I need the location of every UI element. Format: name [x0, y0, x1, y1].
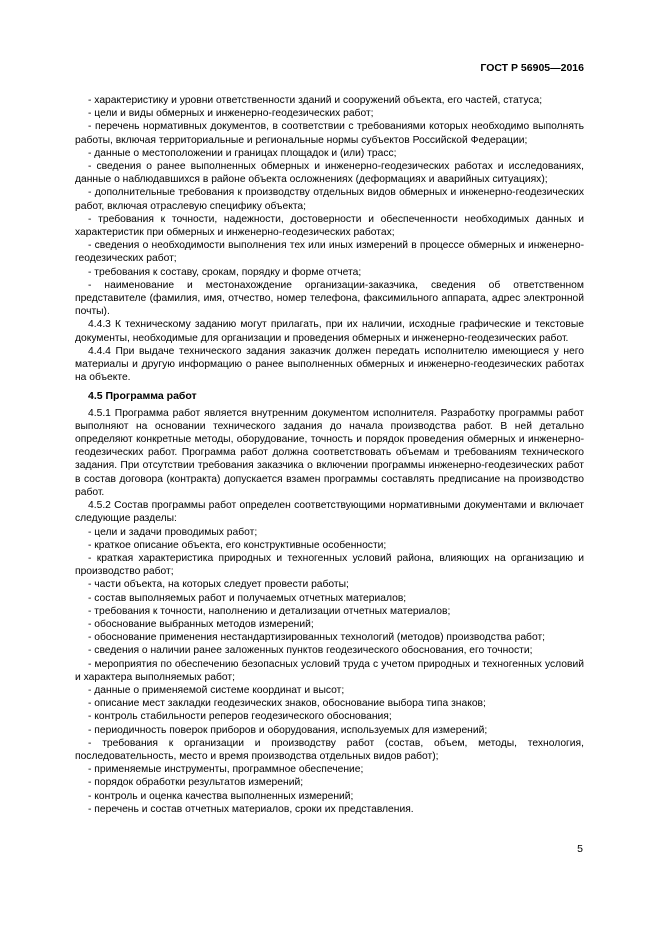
list-item: - части объекта, на которых следует провести работы;: [88, 579, 349, 591]
list-item: - краткое описание объекта, его конструктивные особенности;: [88, 539, 387, 551]
list-item: - мероприятия по обеспечению безопасных условий труда с учетом природных и техногенных условий и характера выполняемых работ;: [75, 658, 584, 683]
list-item: - состав выполняемых работ и получаемых отчетных материалов;: [88, 592, 407, 604]
paragraph-4-4-3: 4.4.3 К техническому заданию могут прилагать, при их наличии, исходные графические и текстовые документы, необходимые для организации и проведения обмерных и инженерно-геодезических работ.: [75, 319, 584, 344]
list-item: - порядок обработки результатов измерений;: [88, 777, 304, 789]
list-item: - цели и виды обмерных и инженерно-геодезических работ;: [88, 108, 374, 120]
paragraph-4-4-4: 4.4.4 При выдаче технического задания заказчик должен передать исполнителю имеющиеся у него материалы и другую информацию о ранее выполненных обмерных и инженерно-геодезических работах на объекте.: [75, 345, 584, 384]
list-item: - обоснование применения нестандартизированных технологий (методов) производства работ;: [88, 632, 546, 644]
list-item: - характеристику и уровни ответственности зданий и сооружений объекта, его частей, статуса;: [88, 95, 543, 106]
list-item: - требования к составу, срокам, порядку и форме отчета;: [88, 266, 362, 278]
list-item: - требования к точности, надежности, достоверности и обеспеченности необходимых данных и характеристик при обмерных и инженерно-геодезических работах;: [75, 213, 584, 239]
list-item: - требования к организации и производству работ (состав, объем, методы, технология, последовательность, место и время производства отдельных видов работ);: [75, 737, 584, 762]
list-item: - обоснование выбранных методов измерений;: [88, 618, 314, 630]
list-item: - контроль стабильности реперов геодезического обоснования;: [88, 711, 392, 723]
list-item: - перечень и состав отчетных материалов, сроки их представления.: [88, 803, 414, 815]
list-item: - контроль и оценка качества выполненных измерений;: [88, 790, 354, 802]
list-item: - сведения о наличии ранее заложенных пунктов геодезического обоснования, его точности;: [88, 645, 533, 657]
page-number: 5: [577, 843, 583, 855]
list-item: - данные о применяемой системе координат и высот;: [88, 684, 345, 696]
list-item: - наименование и местонахождение организации-заказчика, сведения об ответственном представителе (фамилия, имя, отчество, номер телефона, факсимильного аппарата, адрес электронной почты).: [75, 279, 584, 318]
list-item: - краткая характеристика природных и техногенных условий района, влияющих на организацию и производство работ;: [75, 552, 584, 578]
list-item: - применяемые инструменты, программное обеспечение;: [88, 764, 364, 776]
list-item: - требования к точности, наполнению и детализации отчетных материалов;: [88, 605, 451, 617]
document-body: [75, 94, 584, 816]
section-heading-4-5: 4.5 Программа работ: [88, 390, 197, 403]
list-item: - периодичность поверок приборов и оборудования, используемых для измерений;: [88, 724, 488, 736]
list-item: - описание мест закладки геодезических знаков, обоснование выбора типа знаков;: [88, 698, 486, 710]
list-item: - сведения о необходимости выполнения тех или иных измерений в процессе обмерных и инженерно-геодезических работ;: [75, 240, 584, 265]
paragraph-4-5-1: 4.5.1 Программа работ является внутренним документом исполнителя. Разработку программы работ выполняют на основании технического задания до начала производства работ. В ней детально определяют конкретные методы, оборудование, точность и порядок проведения обмерных и инженерно-геодезических работ. Программа работ должна соответствовать объемам и требованиям технического задания. При отсутствии требования заказчика о включении программы инженерно-геодезических работ в состав договора (контракта) допускается взамен программы составлять предписание на производство работ.: [75, 407, 584, 498]
list-item: - данные о местоположении и границах площадок и (или) трасс;: [88, 147, 397, 159]
list-item: - перечень нормативных документов, в соответствии с требованиями которых необходимо выполнять работы, включая территориальные и региональные нормы субъектов Российской Федерации;: [75, 121, 584, 146]
list-item: - дополнительные требования к производству отдельных видов обмерных и инженерно-геодезических работ, включая отраслевую специфику объекта;: [75, 187, 584, 212]
standard-header: ГОСТ Р 56905—2016: [480, 62, 584, 74]
list-item: - сведения о ранее выполненных обмерных и инженерно-геодезических работах и исследованиях, данные о наблюдавшихся в районе объекта осложнениях (деформациях и аварийных ситуациях);: [75, 161, 584, 186]
list-item: - цели и задачи проводимых работ;: [88, 526, 258, 538]
paragraph-4-5-2: 4.5.2 Состав программы работ определен соответствующими нормативными документами и включает следующие разделы:: [75, 500, 584, 525]
